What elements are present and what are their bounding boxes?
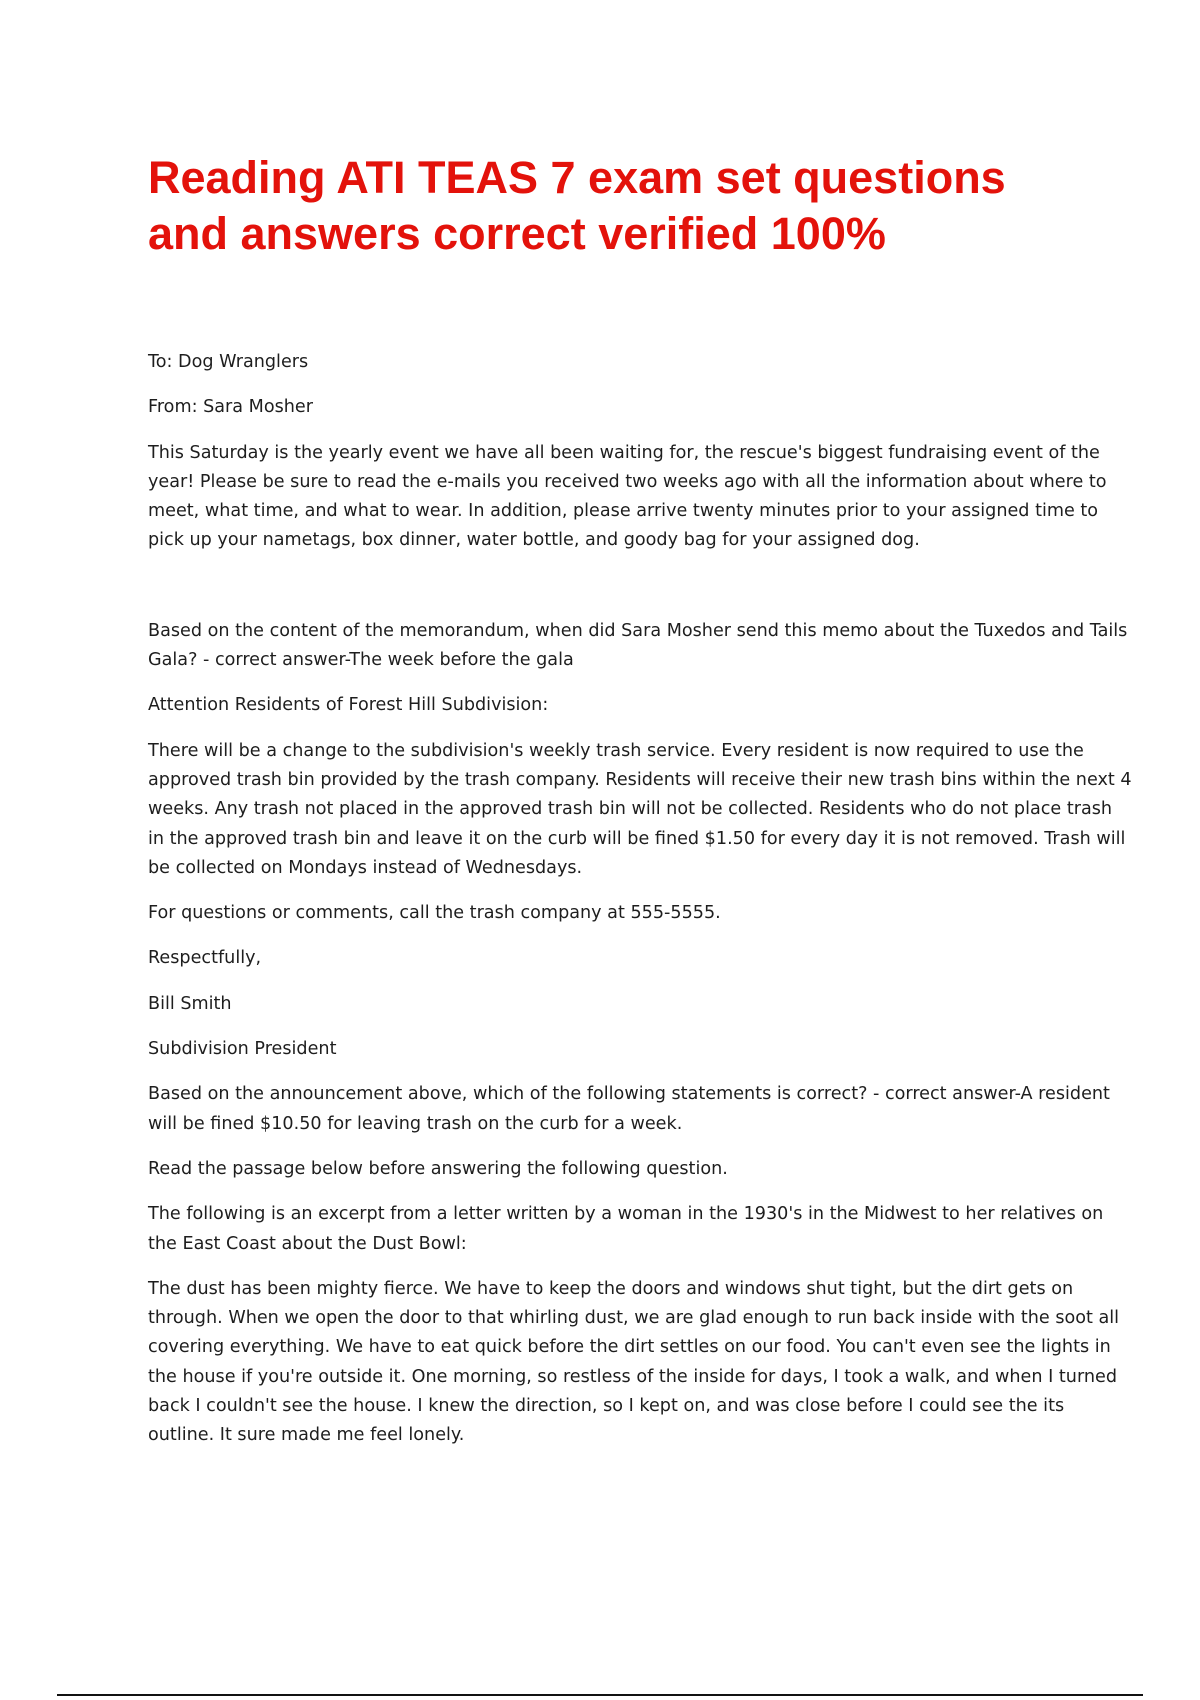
passage-intro: The following is an excerpt from a letter written by a woman in the 1930's in the Midwest to her relatives on the East Coast about the Dust Bowl:	[148, 1204, 1104, 1254]
announcement-heading: Attention Residents of Forest Hill Subdivision:	[148, 695, 549, 716]
announcement-closing: Respectfully,	[148, 948, 262, 969]
memo-from-line: From: Sara Mosher	[148, 397, 313, 418]
question-answer-1: Based on the content of the memorandum, when did Sara Mosher send this memo about the Tuxedos and Tails Gala? - correct answer-The week before the gala	[148, 620, 1128, 671]
page-bottom-divider	[57, 1694, 1143, 1696]
announcement-contact-line: For questions or comments, call the trash company at 555-5555.	[148, 903, 721, 924]
announcement-body-paragraph: There will be a change to the subdivision's weekly trash service. Every resident is now required to use the approved trash bin provided by the trash company. Residents will receive their new trash bins within the next 4 weeks. Any trash not placed in the approved trash bin will not be collected. Residents who do not place trash in the approved trash bin and leave it on the curb will be fined $1.50 for every day it is not removed. Trash will be collected on Mondays instead of Wednesdays.	[148, 740, 1132, 878]
document-body	[148, 348, 1133, 1467]
memo-to-line: To: Dog Wranglers	[148, 352, 309, 372]
document-page	[48, 0, 1140, 1700]
passage-instruction: Read the passage below before answering the following question.	[148, 1158, 728, 1179]
memo-body-paragraph: This Saturday is the yearly event we have all been waiting for, the rescue's biggest fundraising event of the year! Please be sure to read the e-mails you received two weeks ago with all the information about where to meet, what time, and what to wear. In addition, please arrive twenty minutes prior to your assigned time to pick up your nametags, box dinner, water bottle, and goody bag for your assigned dog.	[148, 442, 1107, 551]
announcement-signer-name: Bill Smith	[148, 993, 232, 1014]
passage-excerpt: The dust has been mighty fierce. We have to keep the doors and windows shut tight, but the dirt gets on through. When we open the door to that whirling dust, we are glad enough to run back inside with the soot all covering everything. We have to eat quick before the dirt settles on our food. You can't even see the lights in the house if you're outside it. One morning, so restless of the inside for days, I took a walk, and when I turned back I couldn't see the house. I knew the direction, so I kept on, and was close before I could see the its outline. It sure made me feel lonely.	[148, 1278, 1120, 1446]
question-answer-2: Based on the announcement above, which of the following statements is correct? - correct answer-A resident will be fined $10.50 for leaving trash on the curb for a week.	[148, 1084, 1110, 1134]
document-title: Reading ATI TEAS 7 exam set questions and answers correct verified 100%	[148, 152, 1006, 259]
announcement-signer-title: Subdivision President	[148, 1039, 337, 1060]
